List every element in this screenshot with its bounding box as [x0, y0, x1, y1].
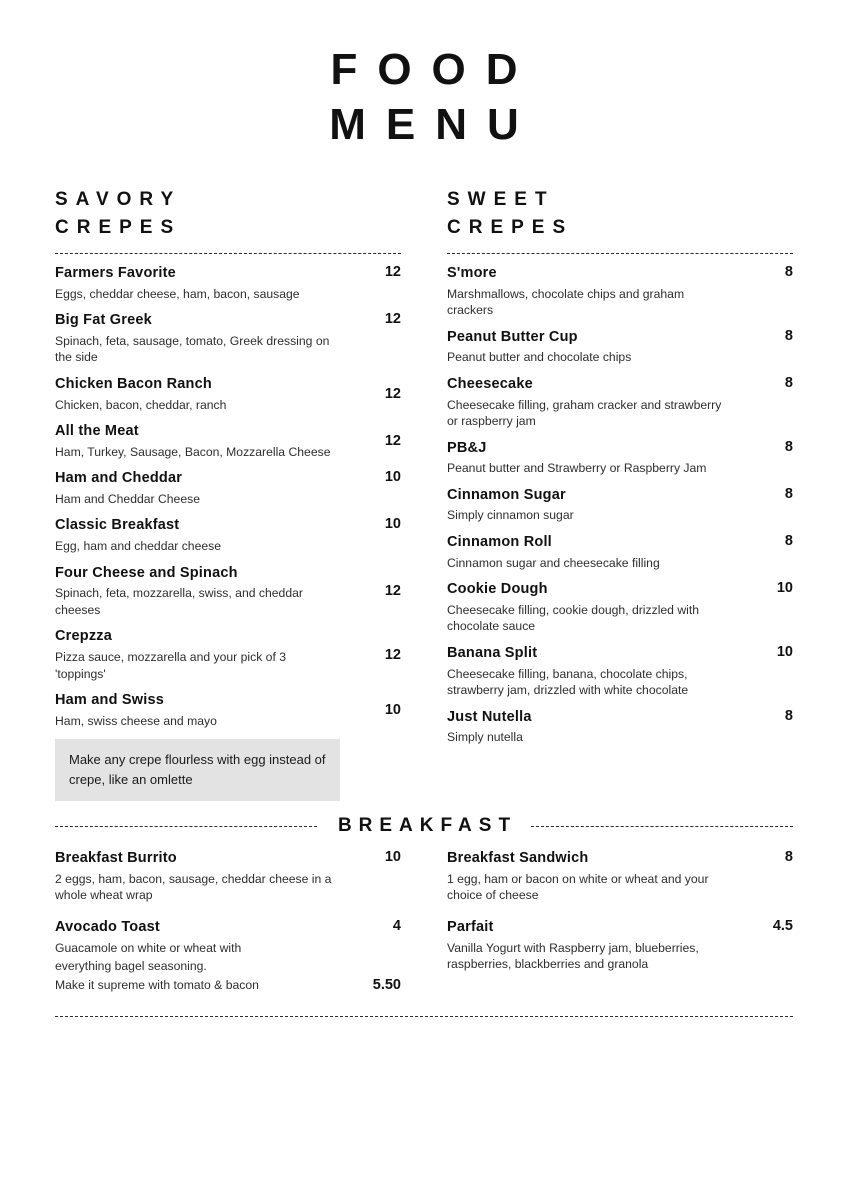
- menu-item: [55, 691, 401, 729]
- item-price: 12: [384, 433, 401, 450]
- item-name: Banana Split: [447, 644, 538, 661]
- item-price: 8: [784, 327, 793, 344]
- menu-columns: [0, 186, 848, 801]
- item-name: Big Fat Greek: [55, 312, 152, 329]
- item-price: 12: [384, 583, 401, 599]
- item-description: Cheesecake filling, banana, chocolate chips, strawberry jam, drizzled with white chocolate: [447, 666, 689, 698]
- menu-item: [55, 375, 401, 413]
- page-title: [0, 0, 848, 152]
- item-description: Eggs, cheddar cheese, ham, bacon, sausage: [55, 286, 300, 301]
- item-description: Pizza sauce, mozzarella and your pick of 3 'toppings': [55, 649, 286, 681]
- menu-item: [447, 708, 793, 746]
- item-name: Ham and Cheddar: [55, 470, 183, 487]
- item-description: Marshmallows, chocolate chips and graham crackers: [447, 286, 685, 318]
- item-name: Cookie Dough: [447, 581, 548, 598]
- sweet-heading: [447, 186, 793, 241]
- bottom-divider: [55, 1016, 793, 1017]
- item-description: Spinach, feta, mozzarella, swiss, and cheddar cheeses: [55, 586, 303, 617]
- sweet-column: [447, 186, 793, 801]
- menu-item: [447, 439, 793, 477]
- item-price: 8: [784, 485, 793, 502]
- item-description-line-1: Guacamole on white or wheat with: [55, 940, 242, 955]
- item-name: Cheesecake: [447, 376, 533, 392]
- item-price: 8: [784, 849, 793, 866]
- item-description: Egg, ham and cheddar cheese: [55, 539, 222, 554]
- item-description-line-2: everything bagel seasoning.: [55, 959, 207, 974]
- item-name: Classic Breakfast: [55, 517, 180, 534]
- item-description: Vanilla Yogurt with Raspberry jam, blueberries, raspberries, blackberries and granola: [447, 940, 699, 972]
- menu-item: [447, 644, 793, 699]
- item-name: PB&J: [447, 439, 487, 456]
- savory-heading-line-2: CREPES: [55, 216, 182, 238]
- sweet-heading-line-2: CREPES: [447, 216, 574, 238]
- item-price: 12: [384, 264, 401, 281]
- item-price: 8: [784, 533, 793, 550]
- savory-column: [55, 186, 401, 801]
- item-description: Cinnamon sugar and cheesecake filling: [447, 555, 660, 570]
- item-price: 4: [392, 918, 401, 935]
- item-price: 12: [384, 386, 401, 403]
- title-line-2: MENU: [329, 100, 539, 149]
- item-name: Farmers Favorite: [55, 265, 176, 282]
- menu-item: [447, 918, 793, 973]
- title-line-1: FOOD: [330, 45, 538, 94]
- item-description: Cheesecake filling, cookie dough, drizzled with chocolate sauce: [447, 602, 700, 634]
- item-description: Simply nutella: [447, 730, 523, 745]
- item-description: Ham, Turkey, Sausage, Bacon, Mozzarella Cheese: [55, 444, 331, 459]
- sweet-heading-line-1: SWEET: [447, 189, 555, 210]
- flourless-note: Make any crepe flourless with egg instead of crepe, like an omlette: [55, 739, 340, 801]
- menu-item: [55, 849, 401, 904]
- item-price: 4.5: [772, 918, 793, 935]
- item-price: 10: [776, 580, 793, 597]
- item-price: 8: [784, 707, 793, 724]
- item-description: Simply cinnamon sugar: [447, 508, 574, 523]
- item-name: Parfait: [447, 919, 494, 936]
- item-name: Avocado Toast: [55, 919, 160, 936]
- menu-item: [55, 422, 401, 460]
- item-price: 10: [384, 469, 401, 486]
- item-price: 10: [776, 643, 793, 660]
- item-price: 12: [384, 646, 401, 663]
- item-price: 8: [784, 375, 793, 391]
- breakfast-band: [0, 815, 848, 837]
- breakfast-heading: BREAKFAST: [337, 815, 518, 837]
- menu-item: [447, 533, 793, 571]
- item-name: All the Meat: [55, 423, 139, 440]
- item-description: Ham, swiss cheese and mayo: [55, 713, 217, 728]
- item-description: Peanut butter and chocolate chips: [447, 350, 632, 365]
- menu-item: [447, 328, 793, 366]
- menu-item: [447, 580, 793, 635]
- breakfast-right-column: [447, 849, 793, 1002]
- item-name: Just Nutella: [447, 708, 532, 725]
- breakfast-rule-left: [55, 826, 317, 827]
- menu-item-avocado-toast: [55, 918, 401, 993]
- item-description: Peanut butter and Strawberry or Raspberry Jam: [447, 461, 707, 476]
- item-name: Ham and Swiss: [55, 692, 164, 709]
- item-supreme-price: 5.50: [372, 977, 401, 994]
- menu-item: [447, 264, 793, 319]
- menu-item: [447, 486, 793, 524]
- menu-item: [55, 264, 401, 302]
- item-description: 2 eggs, ham, bacon, sausage, cheddar cheese in a whole wheat wrap: [55, 871, 332, 903]
- savory-divider: [55, 253, 401, 254]
- item-price: 8: [784, 264, 793, 281]
- item-description: Spinach, feta, sausage, tomato, Greek dressing on the side: [55, 333, 330, 365]
- item-description: Chicken, bacon, cheddar, ranch: [55, 397, 227, 412]
- menu-item: [55, 469, 401, 507]
- item-description: Cheesecake filling, graham cracker and strawberry or raspberry jam: [447, 397, 722, 429]
- menu-item: [55, 564, 401, 619]
- item-name: Cinnamon Sugar: [447, 486, 566, 503]
- menu-item: [55, 627, 401, 682]
- item-name: Breakfast Sandwich: [447, 850, 589, 867]
- breakfast-left-column: [55, 849, 401, 1002]
- menu-item: [55, 311, 401, 366]
- item-description: 1 egg, ham or bacon on white or wheat and your choice of cheese: [447, 871, 709, 903]
- menu-item: [55, 516, 401, 554]
- savory-heading: [55, 186, 401, 241]
- menu-item: [447, 849, 793, 904]
- item-price: 12: [384, 311, 401, 328]
- item-name: Chicken Bacon Ranch: [55, 376, 212, 392]
- item-description-line-3: Make it supreme with tomato & bacon: [55, 977, 259, 992]
- item-price: 10: [384, 849, 401, 866]
- item-description: Ham and Cheddar Cheese: [55, 491, 200, 506]
- item-name: Breakfast Burrito: [55, 850, 177, 867]
- item-name: S'more: [447, 265, 497, 282]
- item-price: 8: [784, 438, 793, 455]
- breakfast-rule-right: [531, 826, 793, 827]
- savory-heading-line-1: SAVORY: [55, 189, 182, 210]
- item-name: Peanut Butter Cup: [447, 328, 578, 345]
- item-price: 10: [384, 516, 401, 533]
- item-price: 10: [384, 702, 401, 719]
- breakfast-columns: [0, 849, 848, 1002]
- item-name: Cinnamon Roll: [447, 534, 552, 551]
- sweet-divider: [447, 253, 793, 254]
- item-name: Crepzza: [55, 628, 112, 645]
- item-name: Four Cheese and Spinach: [55, 564, 238, 581]
- menu-item: [447, 375, 793, 430]
